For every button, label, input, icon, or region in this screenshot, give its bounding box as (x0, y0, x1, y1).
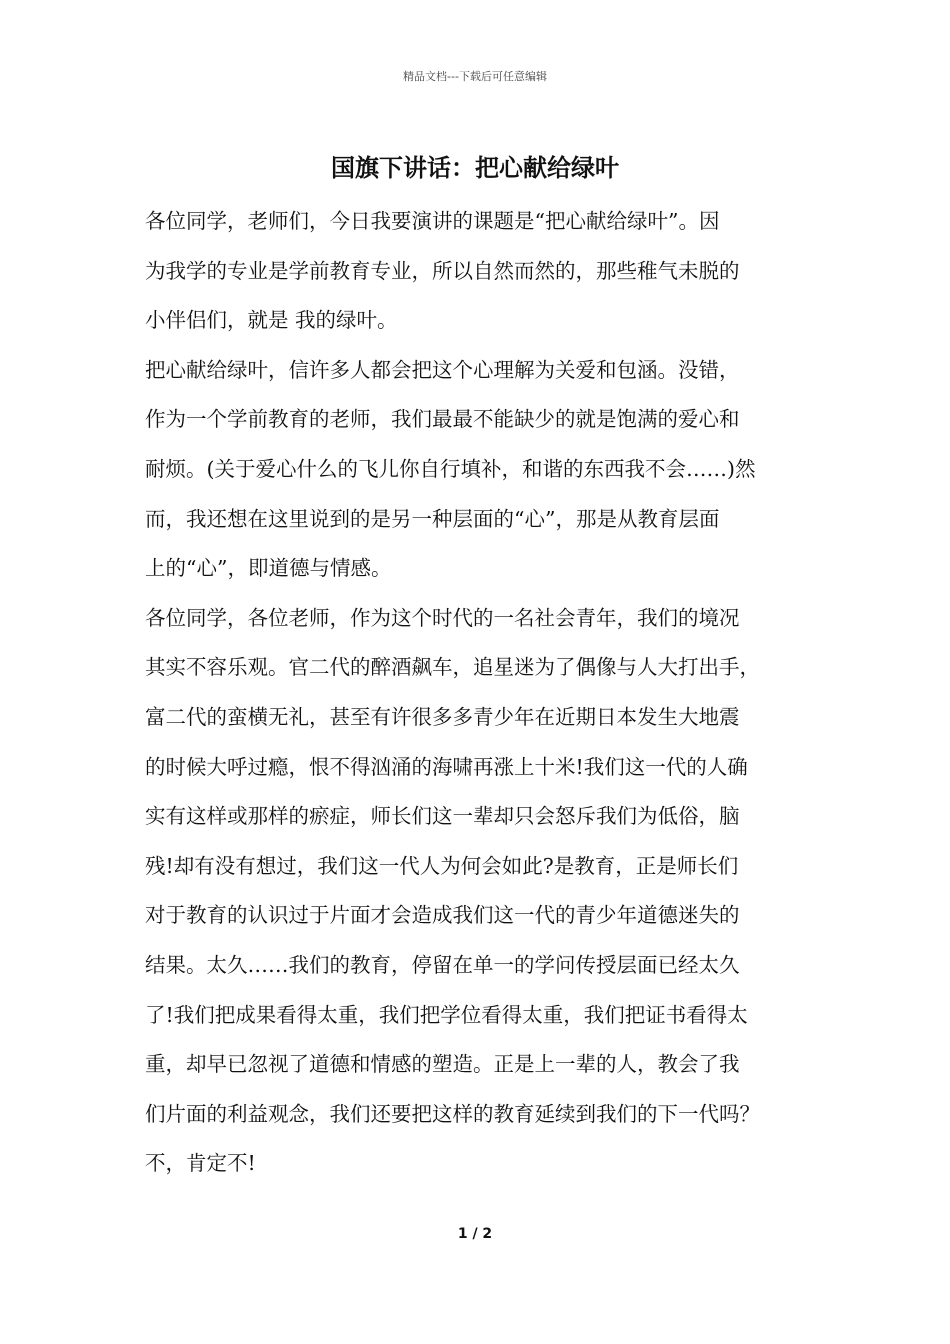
body-line: 各位同学，各位老师，作为这个时代的一名社会青年，我们的境况 (145, 605, 740, 630)
body-line: 们片面的利益观念，我们还要把这样的教育延续到我们的下一代吗？ (145, 1101, 760, 1126)
body-line: 作为一个学前教育的老师，我们最最不能缺少的就是饱满的爱心和 (145, 407, 740, 432)
document-body (145, 202, 810, 1194)
body-line: 了!我们把成果看得太重，我们把学位看得太重，我们把证书看得太 (145, 1002, 748, 1027)
header-note: 精品文档---下载后可任意编辑 (403, 70, 547, 83)
body-line: 重，却早已忽视了道德和情感的塑造。正是上一辈的人，教会了我 (145, 1052, 740, 1077)
body-line: 实有这样或那样的瘀症，师长们这一辈却只会怒斥我们为低俗，脑 (145, 804, 740, 829)
body-line: 各位同学，老师们，今日我要演讲的课题是“把心献给绿叶”。因 (145, 209, 720, 233)
body-line: 上的“心”，即道德与情感。 (145, 556, 392, 581)
body-line: 而，我还想在这里说到的是另一种层面的“心”，那是从教育层面 (145, 506, 720, 531)
body-line: 结果。太久……我们的教育，停留在单一的学问传授层面已经太久 (145, 952, 740, 977)
body-line: 为我学的专业是学前教育专业，所以自然而然的，那些稚气未脱的 (145, 258, 740, 283)
body-line: 小伴侣们，就是 我的绿叶。 (145, 308, 398, 333)
body-line: 的时候大呼过瘾，恨不得汹涌的海啸再涨上十米!我们这一代的人确 (145, 754, 748, 779)
body-line: 富二代的蛮横无礼，甚至有许很多多青少年在近期日本发生大地震 (145, 704, 740, 729)
page-indicator: 1 / 2 (457, 1226, 493, 1242)
body-line: 不，肯定不! (145, 1151, 256, 1176)
body-line: 其实不容乐观。官二代的醉酒飙车，追星迷为了偶像与人大打出手， (145, 655, 760, 680)
body-line: 把心献给绿叶，信许多人都会把这个心理解为关爱和包涵。没错， (145, 357, 740, 382)
body-line: 对于教育的认识过于片面才会造成我们这一代的青少年道德迷失的 (145, 903, 740, 928)
body-line: 耐烦。(关于爱心什么的飞儿你自行填补，和谐的东西我不会……)然 (145, 456, 756, 481)
document-title: 国旗下讲话：把心献给绿叶 (331, 154, 619, 182)
body-line: 残!却有没有想过，我们这一代人为何会如此?是教育，正是师长们 (145, 853, 739, 878)
